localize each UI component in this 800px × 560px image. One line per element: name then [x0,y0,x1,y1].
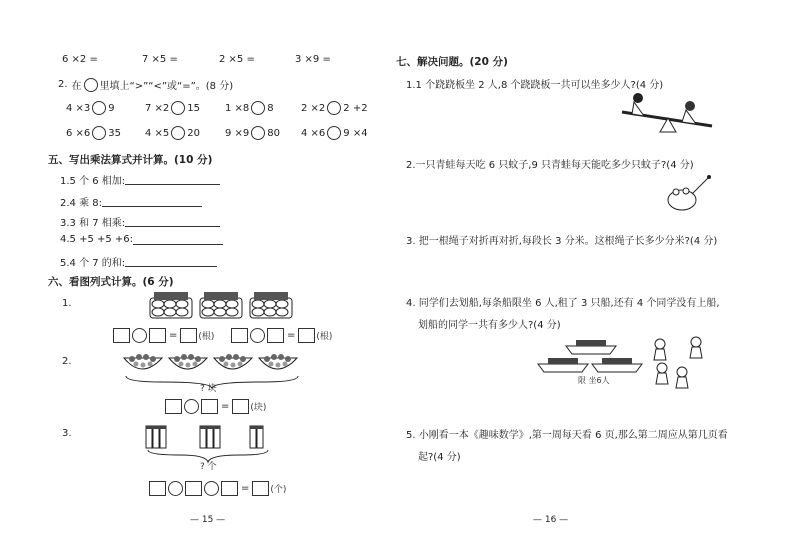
compare-circle[interactable] [92,101,106,115]
fruit-basket-icon [259,354,297,369]
fruit-basket-icon [124,354,162,369]
sec5-item: 1.5 个 6 相加: [60,172,220,187]
boat-icon [538,358,588,372]
cylinder-group-icon [146,426,166,448]
seesaw-icon [620,92,720,138]
question-2: 2.一只青蛙每天吃 6 只蚊子,9 只青蛙每天能吃多少只蚊子?(4 分) [406,160,694,171]
question-5-line-2: 起?(4 分) [418,452,461,463]
question-4-line-1: 4. 同学们去划船,每条船限坐 6 人,租了 3 只船,还有 4 个同学没有上船, [406,298,720,309]
equation-6-1b: = (根) [230,328,332,343]
compare-circle[interactable] [171,126,185,140]
answer-line[interactable] [125,216,220,227]
compare-row-2: 6 ×6 35 4 ×5 20 9 ×9 80 4 ×6 9 ×4 [66,127,368,139]
compare-row-1: 4 ×3 9 7 ×2 15 1 ×8 8 2 ×2 2 +2 [66,102,368,114]
top-item: 7 ×5 = [142,54,178,65]
compare-circle[interactable] [327,101,341,115]
boat-icon [566,340,616,354]
compare-circle[interactable] [251,101,265,115]
answer-box[interactable] [149,481,166,496]
answer-box[interactable] [201,399,218,414]
answer-box[interactable] [113,328,130,343]
top-item: 3 ×9 = [295,54,331,65]
boat-icon [592,358,642,372]
frog-icon [664,172,714,218]
answer-line[interactable] [102,196,202,207]
bundle-icon [200,292,242,318]
boat-sign: 限 坐6人 [578,376,610,385]
answer-box[interactable] [149,328,166,343]
compare-circle[interactable] [171,101,185,115]
question-3: 3. 把一根绳子对折再对折,每段长 3 分米。这根绳子长多少分米?(4 分) [406,236,718,247]
equation-6-1a: = (根) [112,328,214,343]
section-6-title: 六、看图列式计算。(6 分) [48,276,174,288]
question-4-line-2: 划船的同学一共有多少人?(4 分) [418,320,561,331]
bundles-illustration [148,290,298,322]
cylinders-illustration [140,422,280,464]
fruit-basket-icon [169,354,207,369]
answer-box[interactable] [298,328,315,343]
compare-circle[interactable] [92,126,106,140]
answer-box[interactable] [180,328,197,343]
answer-box[interactable] [221,481,238,496]
bundle-icon [250,292,292,318]
answer-box[interactable] [231,328,248,343]
compare-circle[interactable] [327,126,341,140]
page-number: — 16 — [533,515,569,525]
answer-box[interactable] [267,328,284,343]
children-icon [648,334,718,390]
brace-label: ? 块 [200,384,217,394]
cylinder-group-icon [200,426,220,448]
cylinder-group-icon [250,426,263,448]
problem-number: 3. [62,428,72,439]
answer-box[interactable] [185,481,202,496]
page-number: — 15 — [190,515,226,525]
circle-blank-icon [84,78,98,92]
brace-label: ? 个 [200,462,217,472]
answer-box[interactable] [252,481,269,496]
bundle-icon [150,292,192,318]
operator-circle[interactable] [204,481,219,496]
answer-box[interactable] [232,399,249,414]
problem-number: 1. [62,298,72,309]
top-item: 2 ×5 = [219,54,255,65]
section-7-title: 七、解决问题。(20 分) [396,56,508,68]
answer-box[interactable] [165,399,182,414]
sec5-item: 3.3 和 7 相乘: [60,214,220,229]
equation-6-2: = (块) [164,399,266,414]
operator-circle[interactable] [132,328,147,343]
section-5-title: 五、写出乘法算式并计算。(10 分) [48,154,213,166]
sec5-item: 2.4 乘 8: [60,194,202,209]
q2-heading: 2. 在 里填上“>”“<”或“=”。(8 分) [58,79,234,92]
answer-line[interactable] [133,234,223,245]
question-5-line-1: 5. 小刚看一本《趣味数学》,第一周每天看 6 页,那么第二周应从第几页看 [406,430,728,441]
problem-number: 2. [62,356,72,367]
fruit-basket-icon [214,354,252,369]
answer-line[interactable] [125,256,217,267]
compare-circle[interactable] [251,126,265,140]
operator-circle[interactable] [168,481,183,496]
answer-line[interactable] [125,174,220,185]
question-1: 1.1 个跷跷板坐 2 人,8 个跷跷板一共可以坐多少人?(4 分) [406,80,664,91]
equation-6-3: = (个) [148,481,286,496]
top-item: 6 ×2 = [62,54,98,65]
sec5-item: 4.5 +5 +5 +6: [60,234,223,245]
operator-circle[interactable] [184,399,199,414]
operator-circle[interactable] [250,328,265,343]
sec5-item: 5.4 个 7 的和: [60,254,217,269]
